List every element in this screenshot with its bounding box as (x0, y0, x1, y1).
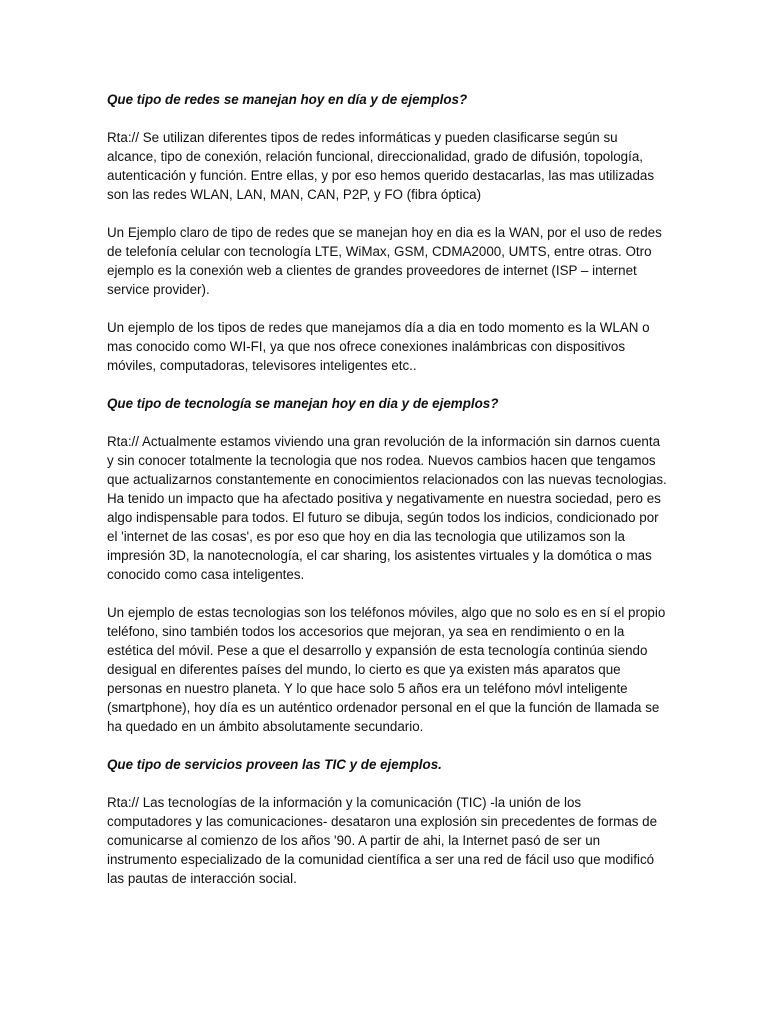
section-3-question: Que tipo de servicios proveen las TIC y de ejemplos. (107, 757, 442, 772)
section-1-paragraph-1: Rta:// Se utilizan diferentes tipos de redes informáticas y pueden clasificarse según su alcance, tipo de conexión, relación funcional, direccionalidad, grado de difusión, topología, autenticación y función. Entre ellas, y por eso hemos querido destacarlas, las mas utilizadas son las redes WLAN, LAN, MAN, CAN, P2P, y FO (fibra óptica) (107, 130, 655, 202)
section-3-paragraph-1: Rta:// Las tecnologías de la información y la comunicación (TIC) -la unión de los computadores y las comunicaciones- desataron una explosión sin precedentes de formas de comunicarse al comienzo de los años '90. A partir de ahi, la Internet pasó de ser un instrumento especializado de la comunidad científica a ser una red de fácil uso que modificó las pautas de interacción social. (107, 795, 658, 886)
section-2-paragraph-3: Un ejemplo de estas tecnologias son los teléfonos móviles, algo que no solo es en sí el propio teléfono, sino también todos los accesorios que mejoran, ya sea en rendimiento o en la estética del móvil. Pese a que el desarrollo y expansión de esta tecnología continúa siendo desigual en diferentes países del mundo, lo cierto es que ya existen más aparatos que personas en nuestro planeta. Y lo que hace solo 5 años era un teléfono móvl inteligente (smartphone), hoy día es un auténtico ordenador personal en el que la función de llamada se ha quedado en un ámbito absolutamente secundario. (107, 605, 666, 734)
section-1-paragraph-3: Un ejemplo de los tipos de redes que manejamos día a dia en todo momento es la WLAN o mas conocido como WI-FI, ya que nos ofrece conexiones inalámbricas con dispositivos móviles, computadoras, televisores inteligentes etc.. (107, 320, 650, 373)
document-body (107, 90, 667, 907)
section-2-paragraph-2: Ha tenido un impacto que ha afectado positiva y negativamente en nuestra sociedad, pero es algo indispensable para todos. El futuro se dibuja, según todos los indicios, condicionado por el 'internet de las cosas', es por eso que hoy en dia las tecnologia que utilizamos son la impresión 3D, la nanotecnología, el car sharing, los asistentes virtuales y la domótica o mas conocido como casa inteligentes. (107, 491, 661, 582)
section-2-paragraph-1: Rta:// Actualmente estamos viviendo una gran revolución de la información sin darnos cuenta y sin conocer totalmente la tecnologia que nos rodea. Nuevos cambios hacen que tengamos que actualizarnos constantemente en conocimientos relacionados con las nuevas tecnologias. (107, 434, 667, 487)
section-1-question: Que tipo de redes se manejan hoy en día y de ejemplos? (107, 92, 468, 107)
section-1-paragraph-2: Un Ejemplo claro de tipo de redes que se manejan hoy en dia es la WAN, por el uso de redes de telefonía celular con tecnología LTE, WiMax, GSM, CDMA2000, UMTS, entre otras. Otro ejemplo es la conexión web a clientes de grandes proveedores de internet (ISP – internet service provider). (107, 225, 662, 297)
section-2-question: Que tipo de tecnología se manejan hoy en dia y de ejemplos? (107, 396, 499, 411)
